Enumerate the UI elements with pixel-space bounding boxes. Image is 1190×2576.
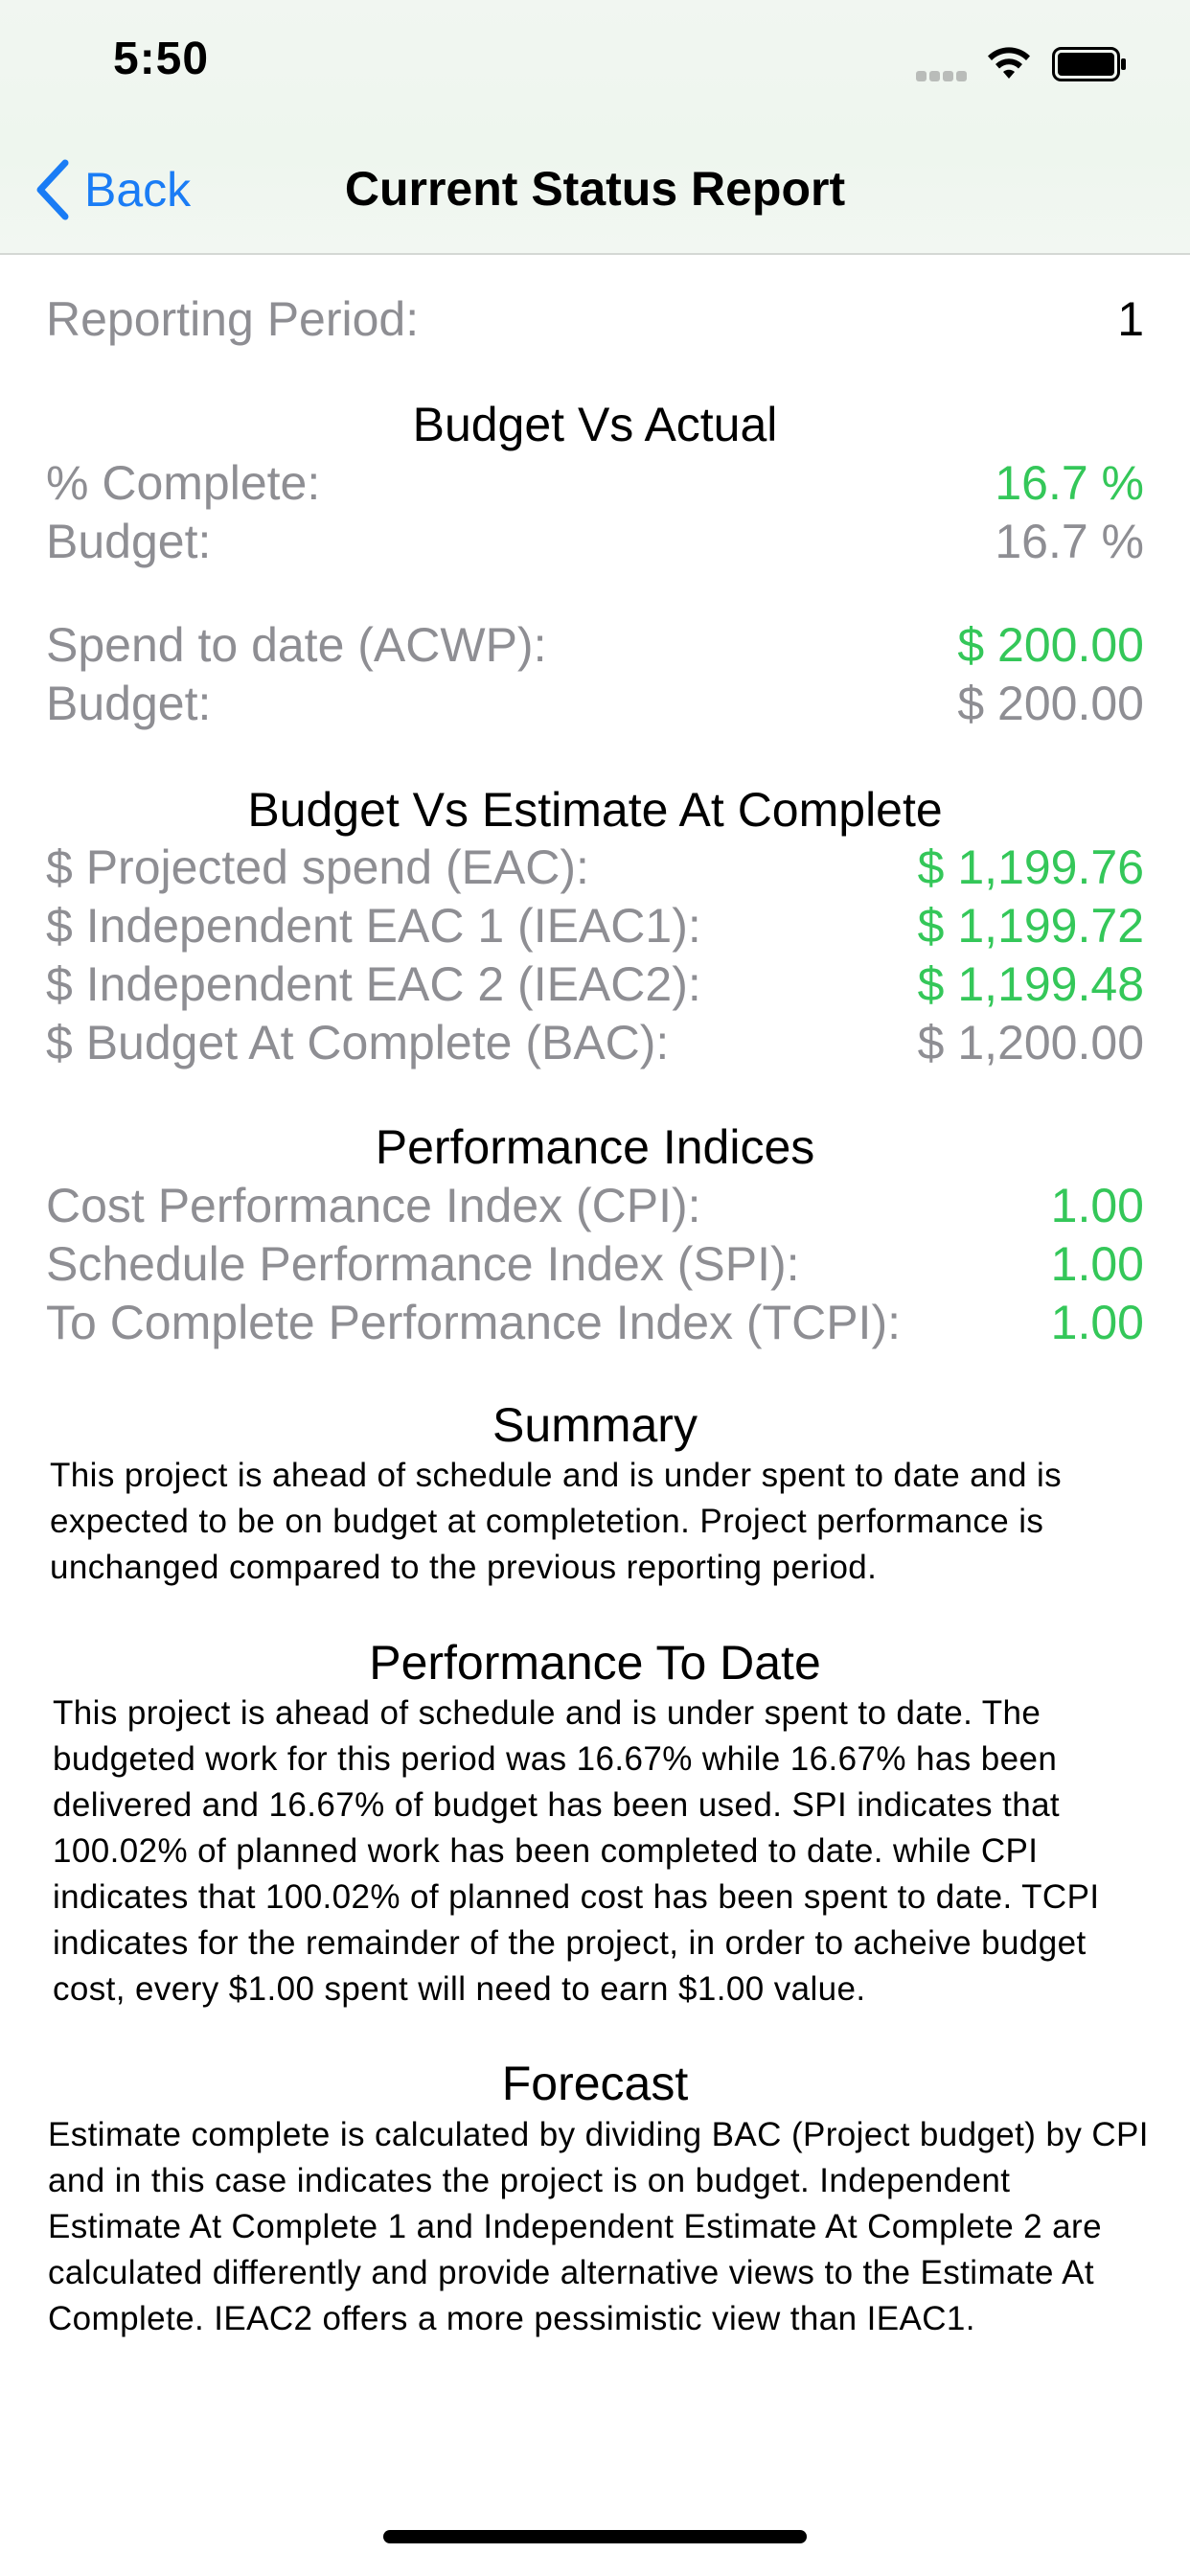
navigation-bar	[0, 0, 1190, 255]
budget-vs-actual-title: Budget Vs Actual	[412, 398, 778, 451]
spend-budget-label: Budget:	[46, 677, 212, 730]
signal-icon	[916, 69, 972, 80]
page-title: Current Status Report	[344, 162, 846, 216]
tcpi-row	[46, 1293, 1144, 1352]
spend-to-date-label: Spend to date (ACWP):	[46, 618, 547, 672]
performance-to-date-text: This project is ahead of schedule and is under spent to date. The budgeted work for this period was 16.67% while 16.67% has been delivered and 16.67% of budget has been used. SPI indicates that 100.02% of planned work has been completed to date. while CPI indicates that 100.02% of planned cost has been spent to date. TCPI indicates for the remainder of the project, in order to acheive budget cost, every $1.00 spent will need to earn $1.00 value.	[53, 1694, 1100, 2008]
wifi-icon	[985, 44, 1033, 82]
ieac2-row	[46, 954, 1144, 1014]
bac-label: $ Budget At Complete (BAC):	[46, 1016, 670, 1070]
ieac2-label: $ Independent EAC 2 (IEAC2):	[46, 957, 701, 1011]
projected-spend-label: $ Projected spend (EAC):	[46, 840, 589, 894]
reporting-period-label: Reporting Period:	[46, 292, 420, 346]
spi-row	[46, 1234, 1144, 1294]
summary-text: This project is ahead of schedule and is under spent to date and is expected to be on budget at completetion. Project performance is unchanged compared to the previous reporting period.	[50, 1457, 1063, 1586]
spi-label: Schedule Performance Index (SPI):	[46, 1237, 800, 1291]
spi-value: 1.00	[1050, 1237, 1144, 1291]
bac-row	[46, 1013, 1144, 1072]
ieac1-value: $ 1,199.72	[917, 899, 1144, 953]
battery-icon	[1052, 47, 1127, 81]
back-label: Back	[84, 163, 192, 217]
spend-budget-value: $ 200.00	[957, 677, 1144, 730]
performance-indices-title: Performance Indices	[375, 1120, 815, 1174]
reporting-period-value: 1	[1117, 292, 1144, 346]
percent-budget-row	[46, 512, 1144, 571]
performance-to-date-title: Performance To Date	[369, 1636, 821, 1690]
percent-budget-value: 16.7 %	[995, 515, 1144, 568]
tcpi-label: To Complete Performance Index (TCPI):	[46, 1296, 901, 1349]
ieac2-value: $ 1,199.48	[917, 957, 1144, 1011]
home-indicator	[383, 2530, 807, 2543]
spend-to-date-value: $ 200.00	[957, 618, 1144, 672]
spend-to-date-row	[46, 615, 1144, 675]
spend-budget-row	[46, 674, 1144, 733]
percent-complete-row	[46, 453, 1144, 513]
percent-complete-label: % Complete:	[46, 456, 321, 510]
cpi-row	[46, 1176, 1144, 1235]
bac-value: $ 1,200.00	[917, 1016, 1144, 1070]
status-time: 5:50	[113, 34, 210, 84]
percent-budget-label: Budget:	[46, 515, 212, 568]
budget-vs-eac-title: Budget Vs Estimate At Complete	[247, 783, 943, 837]
reporting-period-row	[46, 289, 1144, 349]
projected-spend-value: $ 1,199.76	[917, 840, 1144, 894]
ieac1-label: $ Independent EAC 1 (IEAC1):	[46, 899, 701, 953]
cpi-value: 1.00	[1050, 1179, 1144, 1232]
tcpi-value: 1.00	[1050, 1296, 1144, 1349]
percent-complete-value: 16.7 %	[995, 456, 1144, 510]
cpi-label: Cost Performance Index (CPI):	[46, 1179, 701, 1232]
ieac1-row	[46, 896, 1144, 955]
forecast-text: Estimate complete is calculated by dividing BAC (Project budget) by CPI and in this case indicates the project is on budget. Independent Estimate At Complete 1 and Independent Estimate At Complete 2 are calculated differently and provide alternative views to the Estimate At Complete. IEAC2 offers a more pessimistic view than IEAC1.	[48, 2116, 1149, 2337]
forecast-title: Forecast	[501, 2057, 689, 2110]
projected-spend-row	[46, 838, 1144, 897]
summary-title: Summary	[492, 1398, 698, 1452]
